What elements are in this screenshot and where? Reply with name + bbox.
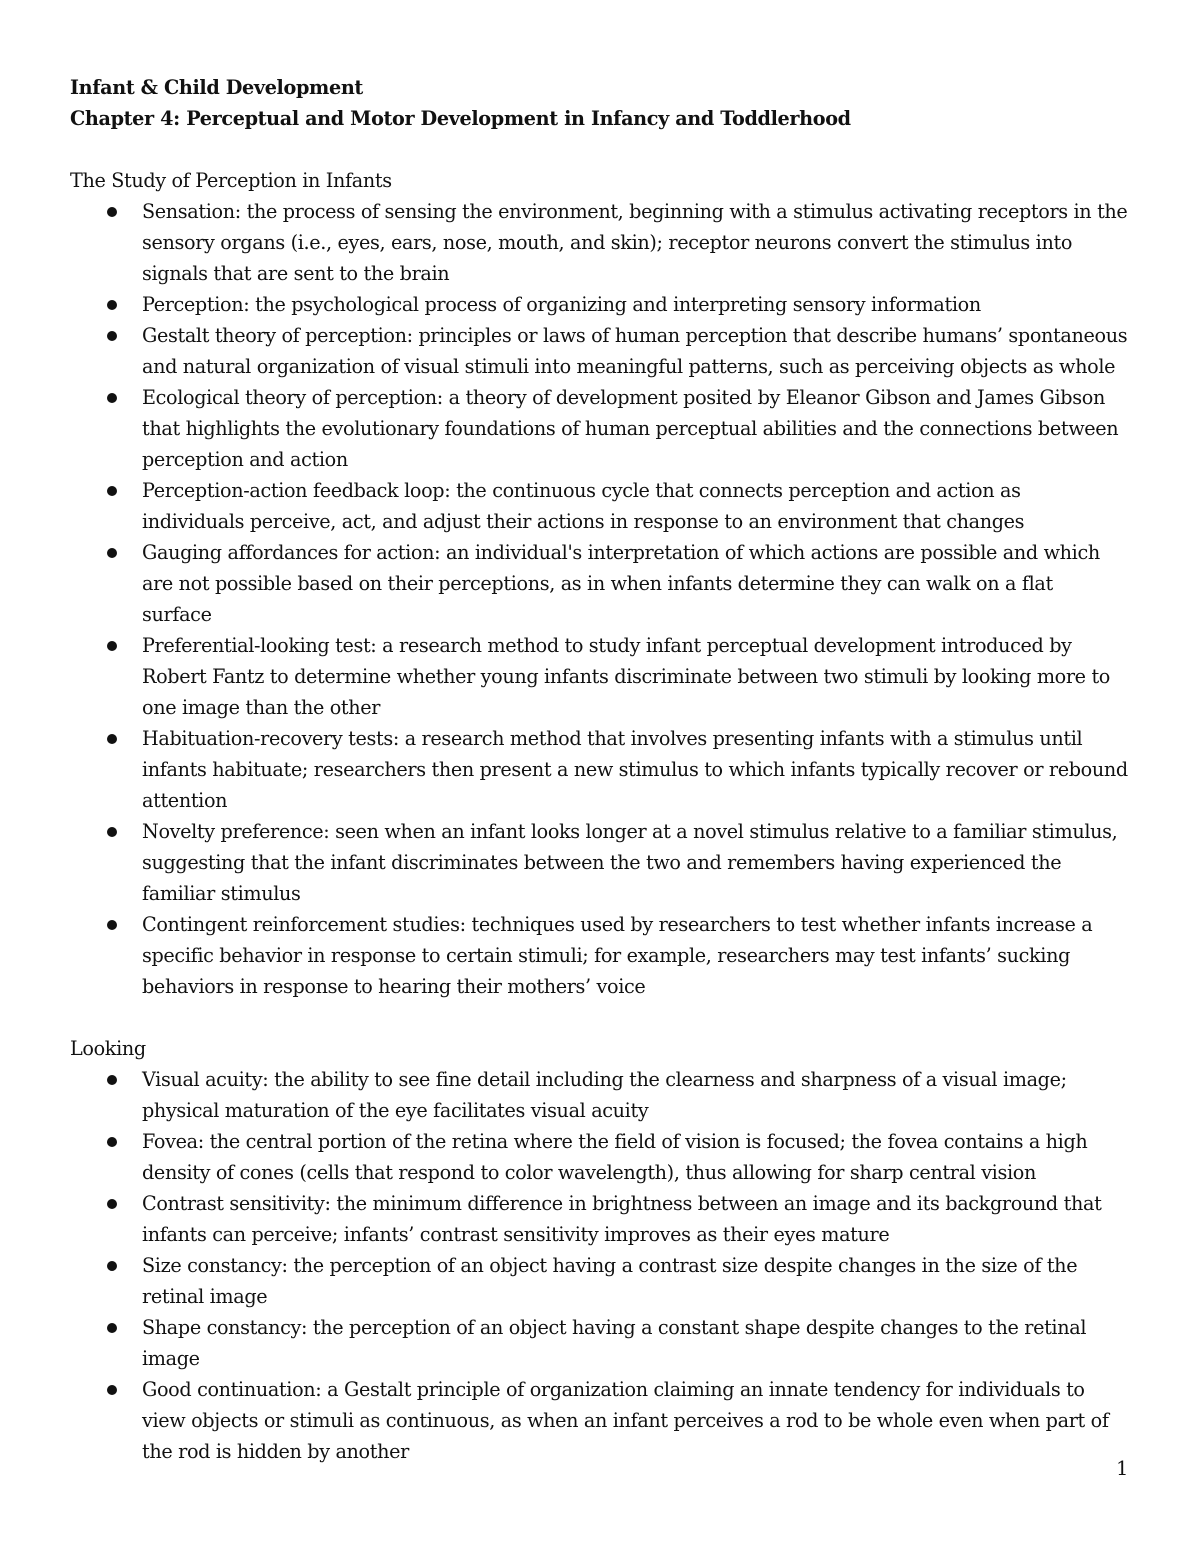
bullet-icon bbox=[107, 393, 117, 403]
bullet-icon bbox=[107, 300, 117, 310]
list-item bbox=[70, 537, 1128, 630]
bullet-icon bbox=[107, 641, 117, 651]
list-item bbox=[70, 289, 1128, 320]
bullet-icon bbox=[107, 920, 117, 930]
list-item bbox=[70, 1064, 1128, 1126]
list-item bbox=[70, 1312, 1128, 1374]
term-definition: Perception: the psychological process of organizing and interpreting sensory information bbox=[142, 293, 981, 316]
spacer bbox=[70, 134, 1128, 165]
list-item bbox=[70, 382, 1128, 475]
section-heading-looking: Looking bbox=[70, 1037, 146, 1060]
list-item bbox=[70, 1188, 1128, 1250]
term-definition: Shape constancy: the perception of an object having a constant shape despite changes to the retinal image bbox=[142, 1316, 1087, 1370]
bullet-icon bbox=[107, 1385, 117, 1395]
bullet-icon bbox=[107, 1137, 117, 1147]
term-definition: Contingent reinforcement studies: techniques used by researchers to test whether infants increase a specific behavior in response to certain stimuli; for example, researchers may test infants’ sucking behaviors in response to hearing their mothers’ voice bbox=[142, 913, 1093, 998]
page-number: 1 bbox=[1116, 1457, 1128, 1480]
list-item bbox=[70, 1250, 1128, 1312]
bullet-icon bbox=[107, 331, 117, 341]
list-item bbox=[70, 1374, 1128, 1467]
bullet-icon bbox=[107, 1075, 117, 1085]
spacer bbox=[70, 1002, 1128, 1033]
term-list-looking bbox=[70, 1064, 1128, 1467]
list-item bbox=[70, 909, 1128, 1002]
term-list-perception bbox=[70, 196, 1128, 1002]
term-definition: Visual acuity: the ability to see fine detail including the clearness and sharpness of a visual image; physical maturation of the eye facilitates visual acuity bbox=[142, 1068, 1067, 1122]
list-item bbox=[70, 475, 1128, 537]
list-item bbox=[70, 196, 1128, 289]
bullet-icon bbox=[107, 548, 117, 558]
term-definition: Gauging affordances for action: an individual's interpretation of which actions are possible and which are not possible based on their perceptions, as in when infants determine they can walk on a flat surface bbox=[142, 541, 1100, 626]
term-definition: Sensation: the process of sensing the environment, beginning with a stimulus activating receptors in the sensory organs (i.e., eyes, ears, nose, mouth, and skin); receptor neurons convert the stimulus into signals that are sent to the brain bbox=[142, 200, 1128, 285]
term-definition: Good continuation: a Gestalt principle of organization claiming an innate tendency for individuals to view objects or stimuli as continuous, as when an infant perceives a rod to be whole even when part of the rod is hidden by another bbox=[142, 1378, 1109, 1463]
bullet-icon bbox=[107, 1323, 117, 1333]
list-item bbox=[70, 1126, 1128, 1188]
list-item bbox=[70, 723, 1128, 816]
term-definition: Gestalt theory of perception: principles or laws of human perception that describe humans’ spontaneous and natural organization of visual stimuli into meaningful patterns, such as perceiving objects as whole bbox=[142, 324, 1128, 378]
term-definition: Contrast sensitivity: the minimum difference in brightness between an image and its background that infants can perceive; infants’ contrast sensitivity improves as their eyes mature bbox=[142, 1192, 1102, 1246]
chapter-title: Chapter 4: Perceptual and Motor Development in Infancy and Toddlerhood bbox=[70, 107, 851, 130]
term-definition: Habituation-recovery tests: a research method that involves presenting infants with a stimulus until infants habituate; researchers then present a new stimulus to which infants typically recover or rebound attention bbox=[142, 727, 1128, 812]
course-title: Infant & Child Development bbox=[70, 76, 363, 99]
term-definition: Fovea: the central portion of the retina where the field of vision is focused; the fovea contains a high density of cones (cells that respond to color wavelength), thus allowing for sharp central vision bbox=[142, 1130, 1088, 1184]
list-item bbox=[70, 630, 1128, 723]
term-definition: Novelty preference: seen when an infant looks longer at a novel stimulus relative to a familiar stimulus, suggesting that the infant discriminates between the two and remembers having experienced the familiar stimulus bbox=[142, 820, 1118, 905]
list-item bbox=[70, 816, 1128, 909]
term-definition: Preferential-looking test: a research method to study infant perceptual development introduced by Robert Fantz to determine whether young infants discriminate between two stimuli by looking more to one image than the other bbox=[142, 634, 1110, 719]
bullet-icon bbox=[107, 1261, 117, 1271]
term-definition: Ecological theory of perception: a theory of development posited by Eleanor Gibson and James Gibson that highlights the evolutionary foundations of human perceptual abilities and the connections between perception and action bbox=[142, 386, 1119, 471]
bullet-icon bbox=[107, 827, 117, 837]
section-heading-perception: The Study of Perception in Infants bbox=[70, 169, 392, 192]
bullet-icon bbox=[107, 486, 117, 496]
list-item bbox=[70, 320, 1128, 382]
bullet-icon bbox=[107, 734, 117, 744]
term-definition: Size constancy: the perception of an object having a contrast size despite changes in the size of the retinal image bbox=[142, 1254, 1078, 1308]
term-definition: Perception-action feedback loop: the continuous cycle that connects perception and action as individuals perceive, act, and adjust their actions in response to an environment that changes bbox=[142, 479, 1025, 533]
bullet-icon bbox=[107, 207, 117, 217]
bullet-icon bbox=[107, 1199, 117, 1209]
